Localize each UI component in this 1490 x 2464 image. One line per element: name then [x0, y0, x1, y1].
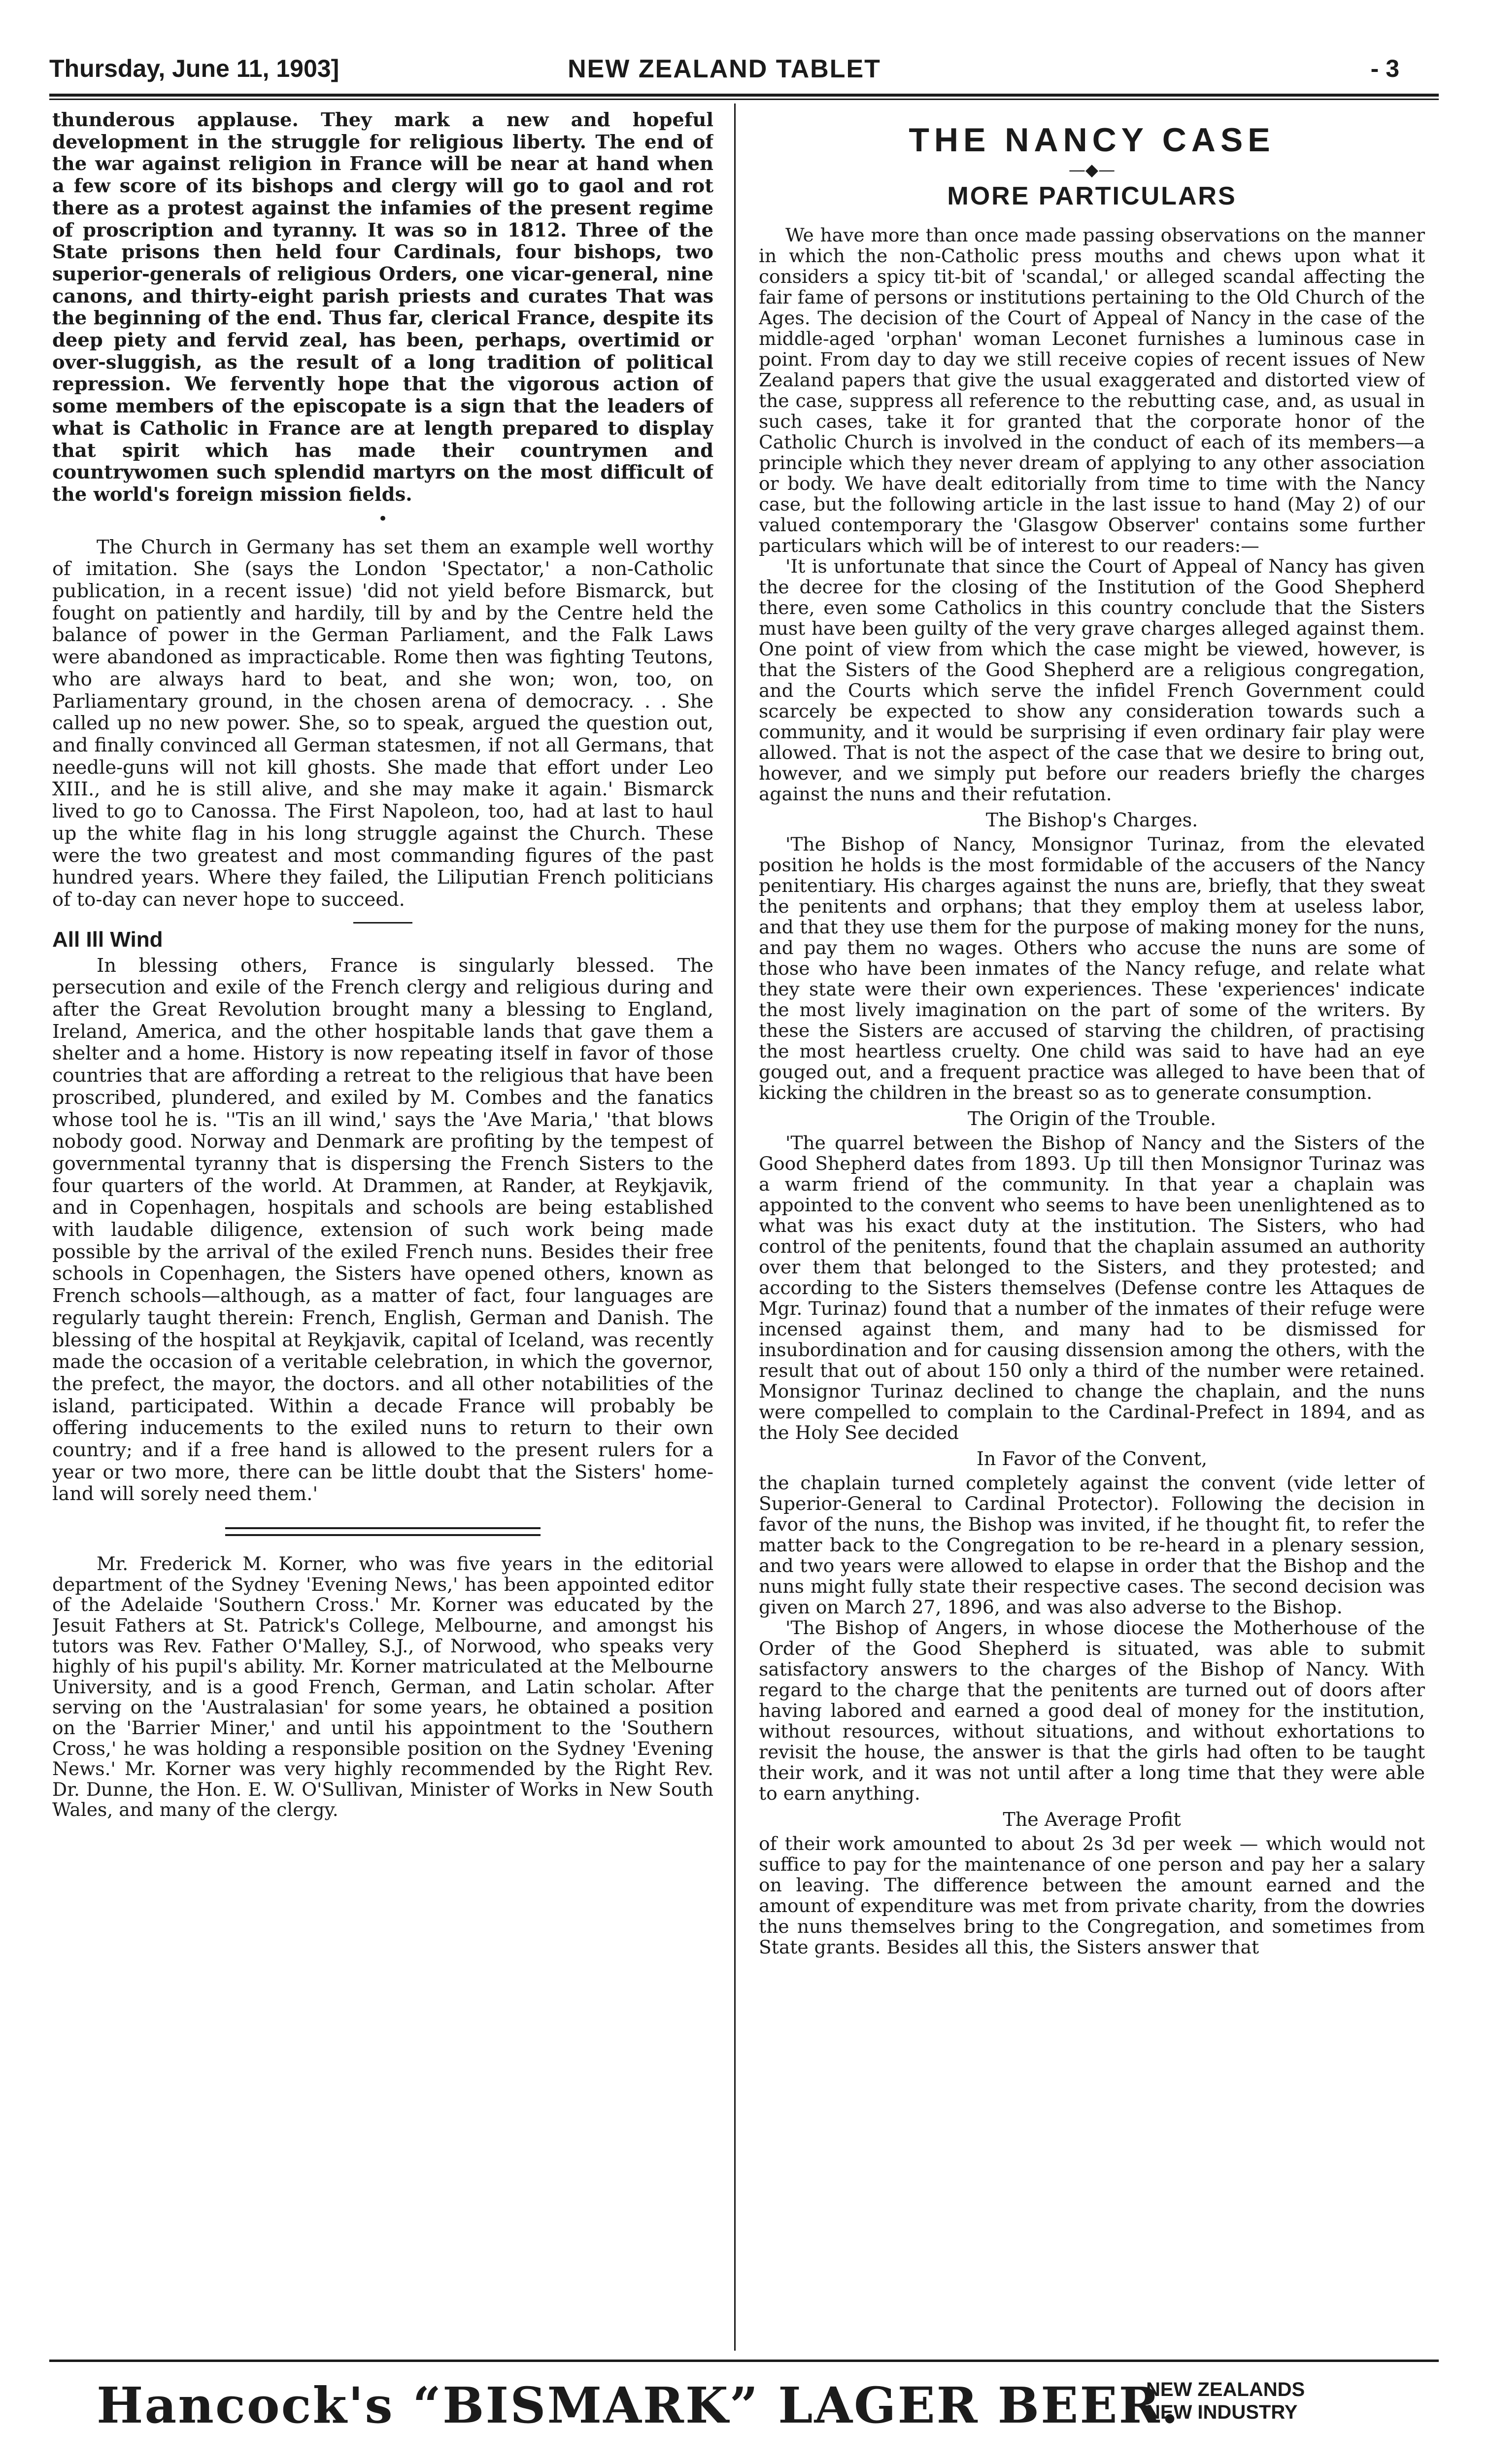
advertisement-tagline-line-2: NEW INDUSTRY	[1146, 2401, 1298, 2423]
right-paragraph-3: 'The Bishop of Nancy, Monsignor Turinaz, from the elevated position he holds is the most formidable of the accusers of the Nancy penitentiary. His charges against the nuns are, briefly, that they sweat the penitents and orphans; that they employ them at useless labor, and that they use them for the purpose of making money for the nuns, and pay them no wages. Others who accuse the nuns are some of those who have been inmates of the Nancy refuge, and relate what they state were their own experiences. These 'experiences' indicate the most lively imagination on the part of some of the writers. By these the Sisters are accused of starving the children, of practising the most heartless cruelty. One child was said to have had an eye gouged out, and a frequent practice was alleged to have been that of kicking the children in the breast so as to generate consumption.	[759, 833, 1425, 1103]
short-rule	[353, 922, 412, 924]
subheading-average-profit: The Average Profit	[1003, 1809, 1181, 1830]
right-paragraph-1: We have more than once made passing observations on the manner in which the non-Catholic press mouths and chews upon what it considers a spicy tit-bit of 'scandal,' or alleged scandal affecting the fair fame of persons or institutions pertaining to the Old Church of the Ages. The decision of the Court of Appeal of Nancy in the case of the middle-aged 'orphan' woman Leconet furnishes a luminous case in point. From day to day we still receive copies of recent issues of New Zealand papers that give the usual exaggerated and distorted view of the case, suppress all reference to the rebutting case, and, as usual in such cases, take it for granted that the corporate honor of the Catholic Church is involved in the conduct of each of its members—a principle which they never dream of applying to any other association or body. We have dealt editorially from time to time with the Nancy case, but the following article in the last issue to hand (May 2) of our valued contemporary the 'Glasgow Observer' contains some further particulars which will be of interest to our readers:—	[759, 224, 1425, 556]
subheading-favor-of-convent: In Favor of the Convent,	[976, 1448, 1208, 1470]
left-column	[52, 109, 713, 2327]
left-paragraph-3: In blessing others, France is singularly blessed. The persecution and exile of the French clergy and religious during and after the Great Revolution brought many a blessing to England, Ireland, America, and the other hospitable lands that gave them a shelter and a home. History is now repeating itself in favor of those countries that are affording a retreat to the religious that have been proscribed, plundered, and exiled by M. Combes and the fanatics whose tool he is. ''Tis an ill wind,' says the 'Ave Maria,' 'that blows nobody good. Norway and Denmark are profiting by the tempest of governmental tyranny that is dispersing the French Sisters to the four quarters of the world. At Drammen, at Rander, at Reykjavik, and in Copenhagen, hospitals and schools are being established with laudable diligence, extension of such work being made possible by the arrival of the exiled French nuns. Besides their free schools in Copenhagen, the Sisters have opened others, known as French schools—although, as a matter of fact, four languages are regularly taught therein: French, English, German and Danish. The blessing of the hospital at Reykjavik, capital of Iceland, was recently made the occasion of a veritable celebration, in which the governor, the prefect, the mayor, the doctors. and all other notabilities of the island, participated. Within a decade France will probably be offering inducements to the exiled nuns to return to their own country; and if a free hand is allowed to the present rulers for a year or two more, there can be little doubt that the Sisters' home-land will sorely need them.'	[52, 954, 713, 1506]
article-subtitle: MORE PARTICULARS	[947, 182, 1237, 210]
subheading-bishops-charges: The Bishop's Charges.	[985, 809, 1198, 831]
left-paragraph-4: Mr. Frederick M. Korner, who was five years in the editorial department of the Sydney 'Evening News,' has been appointed editor of the Adelaide 'Southern Cross.' Mr. Korner was educated by the Jesuit Fathers at St. Patrick's College, Melbourne, and amongst his tutors was Rev. Father O'Malley, S.J., of Norwood, who speaks very highly of his pupil's ability. Mr. Korner matriculated at the Melbourne University, and is a good French, German, and Latin scholar. After serving on the 'Australasian' for some years, he obtained a position on the 'Barrier Miner,' and until his appointment to the 'Southern Cross,' he was holding a responsible position on the Sydney 'Evening News.' Mr. Korner was very highly recommended by the Right Rev. Dr. Dunne, the Hon. E. W. O'Sullivan, Minister of Works in New South Wales, and many of the clergy.	[52, 1553, 713, 1821]
right-paragraph-4: 'The quarrel between the Bishop of Nancy and the Sisters of the Good Shepherd dates from 1893. Up till then Monsignor Turinaz was a warm friend of the community. In that year a chaplain was appointed to the convent who seems to have been unenlightened as to what was his exact duty at the institution. The Sisters, who had control of the penitents, found that the chaplain assumed an authority over them that belonged to the Sisters, and they protested; and according to the Sisters themselves (Defense contre les Attaques de Mgr. Turinaz) found that a number of the inmates of their refuge were incensed against them, and many had to be dismissed for insubordination and for causing dissension among the others, with the result that out of about 150 only a third of the number were retained. Monsignor Turinaz declined to change the chaplain, and the nuns were compelled to complain to the Cardinal-Prefect in 1894, and as the Holy See decided	[759, 1132, 1425, 1443]
section-separator: •	[377, 509, 388, 529]
right-paragraph-5: the chaplain turned completely against the convent (vide letter of Superior-General to Cardinal Protector). Following the decision in favor of the nuns, the Bishop was invited, if he thought fit, to refer the matter back to the Congregation to be re-heard in a plenary session, and two years were allowed to elapse in order that the Bishop and the nuns might fully state their respective cases. The second decision was given on March 27, 1896, and was also adverse to the Bishop.	[759, 1472, 1425, 1618]
page-number-value: 3	[1386, 55, 1399, 82]
column-divider	[734, 103, 736, 2351]
section-heading: All Ill Wind	[52, 927, 163, 952]
right-paragraph-6: 'The Bishop of Angers, in whose diocese the Motherhouse of the Order of the Good Shepherd is situated, was able to submit satisfactory answers to the charges of the Bishop of Nancy. With regard to the charge that the penitents are turned out of doors after having labored and earned a good deal of money for the institution, without resources, without situations, and without exhortations to revisit the house, the answer is that the girls had often to be taught their work, and it was not until after a long time that they were able to earn anything.	[759, 1617, 1425, 1804]
footer-rule	[49, 2360, 1439, 2362]
left-paragraph-1: thunderous applause. They mark a new and hopeful development in the struggle for religious liberty. The end of the war against religion in France will be near at hand when a few score of its bishops and clergy will go to gaol and rot there as a protest against the infamies of the present regime of proscription and tyranny. It was so in 1812. Three of the State prisons then held four Cardinals, four bishops, two superior-generals of religious Orders, one vicar-general, nine canons, and thirty-eight parish priests and curates That was the beginning of the end. Thus far, clerical France, despite its deep piety and fervid zeal, has been, perhaps, overtimid or over-sluggish, as the result of a long tradition of political repression. We fervently hope that the vigorous action of some members of the episcopate is a sign that the leaders of what is Catholic in France are at length prepared to display that spirit which has made their countrymen and countrywomen such splendid martyrs on the most difficult of the world's foreign mission fields.	[52, 109, 713, 506]
advertisement-banner	[97, 2371, 1427, 2440]
right-paragraph-2: 'It is unfortunate that since the Court of Appeal of Nancy has given the decree for the closing of the Institution of the Good Shepherd there, even some Catholics in this country conclude that the Sisters must have been guilty of the very grave charges alleged against them. One point of view from which the case might be viewed, however, is that the Sisters of the Good Shepherd are a religious congregation, and the Courts which serve the infidel French Government could scarcely be expected to show any consideration towards such a community, and it would be surprising if even ordinary fair play were allowed. That is not the aspect of the case that we desire to bring out, however, and we simply put before our readers briefly the charges against the nuns and their refutation.	[759, 555, 1425, 805]
left-paragraph-2: The Church in Germany has set them an example well worthy of imitation. She (says the London 'Spectator,' a non-Catholic publication, in a recent issue) 'did not yield before Bismarck, but fought on patiently and hardily, till by and by the Centre held the balance of power in the German Parliament, and the Falk Laws were abandoned as impracticable. Rome then was fighting Teutons, who are always hard to beat, and she won; won, too, on Parliamentary ground, in the chosen arena of democracy. . . She called up no new power. She, so to speak, argued the question out, and finally convinced all German statesmen, if not all Germans, that needle-guns will not kill ghosts. She made that effort under Leo XIII., and he is still alive, and she may make it again.' Bismarck lived to go to Canossa. The First Napoleon, too, had at last to haul up the white flag in his long struggle against the Church. These were the two greatest and most commanding figures of the past hundred years. Where they failed, the Liliputian French politicians of to-day can never hope to succeed.	[52, 536, 713, 911]
advertisement-tagline	[1146, 2378, 1305, 2424]
advertisement-main-text: Hancock's “BISMARK” LAGER BEER.	[97, 2376, 1180, 2434]
page-header	[49, 51, 1399, 96]
title-ornament: —◆—	[1068, 160, 1116, 180]
issue-date: Thursday, June 11, 1903]	[49, 55, 339, 82]
right-column	[759, 109, 1425, 2327]
advertisement-tagline-line-1: NEW ZEALANDS	[1146, 2379, 1305, 2400]
subheading-origin-of-trouble: The Origin of the Trouble.	[967, 1108, 1217, 1129]
header-rule	[49, 94, 1439, 100]
article-title: THE NANCY CASE	[909, 121, 1275, 159]
page-number: - 3	[1370, 55, 1399, 82]
right-paragraph-7: of their work amounted to about 2s 3d per week — which would not suffice to pay for the maintenance of one person and pay her a salary on leaving. The difference between the amount earned and the amount of expenditure was met from private charity, from the dowries the nuns themselves bring to the Congregation, and sometimes from State grants. Besides all this, the Sisters answer that	[759, 1833, 1425, 1958]
publication-title: NEW ZEALAND TABLET	[568, 55, 881, 83]
double-rule	[225, 1527, 541, 1536]
